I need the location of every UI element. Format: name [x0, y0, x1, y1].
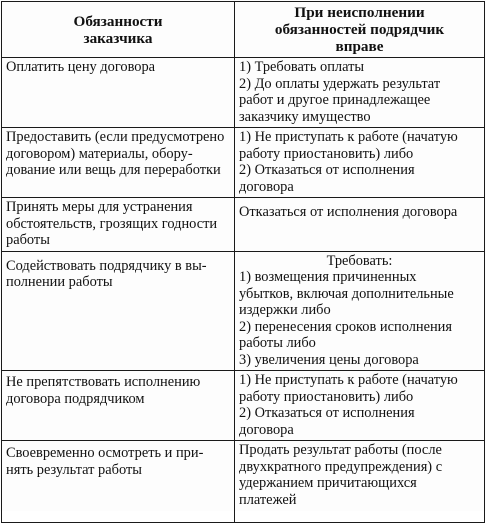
text-line: работу приостановить) либо	[239, 388, 414, 405]
header-contractor-rights	[235, 2, 485, 58]
text-line: работы либо	[239, 335, 316, 351]
obligation-cell	[2, 441, 235, 523]
remedy-cell	[235, 371, 485, 441]
text-line: 1) Не приступать к работе (начатую	[239, 372, 458, 388]
text-line: Не препятствовать исполнению	[6, 374, 201, 390]
text-line: обстоятельств, грозящих годности	[6, 215, 218, 232]
header-line: обязанностей подрядчик	[274, 21, 445, 38]
text-line: нять результат работы	[6, 461, 142, 478]
table-header-row	[2, 2, 485, 58]
text-line: двухкратного предупреждения) с	[239, 458, 443, 475]
text-line: платежей	[239, 491, 297, 508]
text-line: полнении работы	[6, 274, 113, 290]
text-line: Содействовать подрядчику в вы-	[6, 257, 207, 274]
text-line: 1) Не приступать к работе (начатую	[239, 129, 458, 145]
obligation-cell	[2, 58, 235, 128]
header-line: заказчика	[83, 29, 153, 47]
text-line: договора	[239, 178, 294, 195]
text-line: работ и другое принадлежащее	[239, 92, 431, 108]
obligation-cell	[2, 251, 235, 371]
remedy-title: Требовать:	[326, 252, 393, 269]
text-line: работы	[6, 232, 50, 248]
text-line: Принять меры для устранения	[6, 199, 193, 215]
text-line: 2) перенесения сроков исполнения	[239, 318, 452, 335]
table-row	[2, 128, 485, 198]
text-line: издержки либо	[239, 302, 331, 318]
text-line: работу приостановить) либо	[239, 145, 414, 162]
text-line: 1) Требовать оплаты	[239, 59, 365, 75]
table-row	[2, 198, 485, 252]
text-line: 1) возмещения причиненных	[239, 269, 417, 285]
remedy-cell	[235, 251, 485, 371]
header-line: При неисполнении	[294, 4, 425, 21]
remedy-cell	[235, 198, 485, 252]
obligations-table	[1, 1, 485, 523]
obligation-cell	[2, 128, 235, 198]
obligation-cell	[2, 371, 235, 441]
text-line: Своевременно осмотреть и при-	[6, 445, 204, 461]
text-line: Оплатить цену договора	[6, 59, 156, 75]
table-row	[2, 441, 485, 523]
text-line: Предоставить (если предусмотрено	[6, 129, 225, 145]
table-row	[2, 251, 485, 371]
text-line: 2) Отказаться от исполнения	[239, 162, 415, 178]
header-line: Обязанности	[73, 12, 163, 30]
text-line: 2) До оплаты удержать результат	[239, 75, 441, 92]
text-line: 3) увеличения цены договора	[239, 351, 419, 368]
remedy-cell	[235, 441, 485, 523]
remedy-cell	[235, 128, 485, 198]
text-line: заказчику имущество	[239, 108, 371, 125]
text-line: договором) материалы, обору-	[6, 145, 193, 162]
text-line: Продать результат работы (после	[239, 442, 442, 458]
header-customer-obligations	[2, 2, 235, 58]
obligation-cell	[2, 198, 235, 252]
text-line: договора	[239, 421, 294, 438]
table-row	[2, 371, 485, 441]
text-line: убытков, включая дополнительные	[239, 285, 454, 302]
text-line: 2) Отказаться от исполнения	[239, 405, 415, 421]
text-line: договора подрядчиком	[6, 390, 145, 407]
remedy-cell	[235, 58, 485, 128]
header-line: вправе	[335, 38, 384, 55]
text-line: дование или вещь для переработки	[6, 162, 221, 178]
text-line: удержанием причитающихся	[239, 475, 417, 491]
text-line: Отказаться от исполнения договора	[239, 204, 458, 220]
table-row	[2, 58, 485, 128]
